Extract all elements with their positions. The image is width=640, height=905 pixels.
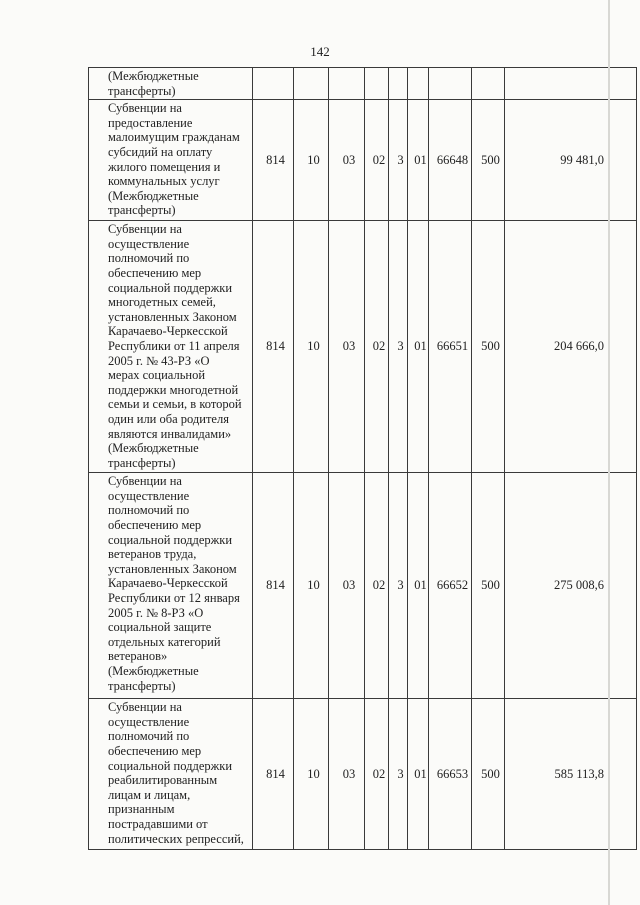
text-line: реабилитированным <box>108 773 218 788</box>
cell-admin: 814 <box>253 221 294 473</box>
cell-subprogram: 3 <box>389 221 408 473</box>
text-line: социальной поддержки <box>108 280 233 295</box>
text-line: субсидий на оплату <box>108 144 213 159</box>
cell-admin: 814 <box>253 699 294 850</box>
cell-expense-type: 500 <box>472 473 505 699</box>
cell-amount <box>505 68 637 100</box>
cell-expense-type <box>472 68 505 100</box>
text-line: осуществление <box>108 714 190 729</box>
text-line: трансферты) <box>108 455 176 470</box>
text-line: трансферты) <box>108 203 176 218</box>
row-name <box>89 473 253 699</box>
cell-section: 10 <box>294 100 329 221</box>
text-line: Субвенции на <box>108 700 182 715</box>
budget-table-body <box>89 68 637 850</box>
text-line: (Межбюджетные <box>108 663 199 678</box>
cell-subsection: 03 <box>329 699 365 850</box>
row-name <box>89 221 253 473</box>
cell-expense-type: 500 <box>472 699 505 850</box>
text-line: предоставление <box>108 115 193 130</box>
table-row <box>89 699 637 850</box>
cell-expense-type: 500 <box>472 100 505 221</box>
cell-section: 10 <box>294 699 329 850</box>
text-line: являются инвалидами» <box>108 426 232 441</box>
table-row <box>89 100 637 221</box>
text-line: Субвенции на <box>108 474 182 489</box>
cell-section: 10 <box>294 473 329 699</box>
cell-program: 02 <box>365 100 389 221</box>
text-line: социальной поддержки <box>108 758 233 773</box>
text-line: 2005 г. № 8-РЗ «О <box>108 605 204 620</box>
text-line: осуществление <box>108 236 190 251</box>
cell-code: 66652 <box>429 473 472 699</box>
table-row <box>89 221 637 473</box>
page-number: 142 <box>310 44 330 59</box>
row-name <box>89 100 253 221</box>
text-line: полномочий по <box>108 729 190 744</box>
cell-section: 10 <box>294 221 329 473</box>
text-line: социальной защите <box>108 620 212 635</box>
cell-subsection: 03 <box>329 100 365 221</box>
cell-code: 66648 <box>429 100 472 221</box>
text-line: Республики от 12 января <box>108 590 240 605</box>
text-line: установленных Законом <box>108 309 237 324</box>
cell-amount: 585 113,8 <box>505 699 637 850</box>
scan-edge-line <box>608 0 610 905</box>
cell-admin: 814 <box>253 473 294 699</box>
text-line: ветеранов труда, <box>108 547 197 562</box>
text-line: коммунальных услуг <box>108 174 220 189</box>
text-line: обеспечению мер <box>108 743 202 758</box>
cell-subprogram: 3 <box>389 473 408 699</box>
text-line: установленных Законом <box>108 561 237 576</box>
text-line: Субвенции на <box>108 101 182 116</box>
text-line: социальной поддержки <box>108 532 233 547</box>
cell-section <box>294 68 329 100</box>
cell-admin: 814 <box>253 100 294 221</box>
cell-direction: 01 <box>408 100 429 221</box>
text-line: признанным <box>108 802 175 817</box>
cell-code <box>429 68 472 100</box>
text-line: ветеранов» <box>108 649 168 664</box>
text-line: (Межбюджетные <box>108 441 199 456</box>
text-line: мерах социальной <box>108 368 206 383</box>
text-line: жилого помещения и <box>108 159 221 174</box>
cell-expense-type: 500 <box>472 221 505 473</box>
text-line: (Межбюджетные <box>108 188 199 203</box>
text-line: Карачаево-Черкесской <box>108 576 228 591</box>
text-line: обеспечению мер <box>108 517 202 532</box>
cell-code: 66653 <box>429 699 472 850</box>
text-line: политических репрессий, <box>108 831 244 846</box>
text-line: один или оба родителя <box>108 411 229 426</box>
cell-program: 02 <box>365 473 389 699</box>
text-line: Республики от 11 апреля <box>108 338 240 353</box>
cell-direction: 01 <box>408 699 429 850</box>
text-line: отдельных категорий <box>108 634 221 649</box>
cell-admin <box>253 68 294 100</box>
text-line: лицам и лицам, <box>108 787 191 802</box>
text-line: семьи и семьи, в которой <box>108 397 242 412</box>
cell-amount: 99 481,0 <box>505 100 637 221</box>
cell-subprogram <box>389 68 408 100</box>
text-line: трансферты) <box>108 83 176 98</box>
row-name <box>89 68 253 100</box>
text-line: Карачаево-Черкесской <box>108 324 228 339</box>
table-row <box>89 68 637 100</box>
text-line: многодетных семей, <box>108 295 216 310</box>
cell-direction: 01 <box>408 221 429 473</box>
cell-program: 02 <box>365 221 389 473</box>
text-line: поддержки многодетной <box>108 382 239 397</box>
cell-subsection: 03 <box>329 473 365 699</box>
table-row <box>89 473 637 699</box>
text-line: осуществление <box>108 488 190 503</box>
cell-code: 66651 <box>429 221 472 473</box>
text-line: малоимущим гражданам <box>108 130 240 145</box>
text-line: 2005 г. № 43-РЗ «О <box>108 353 210 368</box>
cell-subprogram: 3 <box>389 699 408 850</box>
text-line: (Межбюджетные <box>108 69 199 83</box>
row-name <box>89 699 253 850</box>
cell-direction: 01 <box>408 473 429 699</box>
text-line: полномочий по <box>108 251 190 266</box>
cell-amount: 204 666,0 <box>505 221 637 473</box>
cell-subprogram: 3 <box>389 100 408 221</box>
text-line: обеспечению мер <box>108 265 202 280</box>
cell-program: 02 <box>365 699 389 850</box>
cell-program <box>365 68 389 100</box>
text-line: трансферты) <box>108 678 176 693</box>
text-line: Субвенции на <box>108 222 182 237</box>
budget-table <box>88 67 637 850</box>
cell-subsection <box>329 68 365 100</box>
text-line: пострадавшими от <box>108 816 208 831</box>
cell-direction <box>408 68 429 100</box>
cell-amount: 275 008,6 <box>505 473 637 699</box>
text-line: полномочий по <box>108 503 190 518</box>
cell-subsection: 03 <box>329 221 365 473</box>
